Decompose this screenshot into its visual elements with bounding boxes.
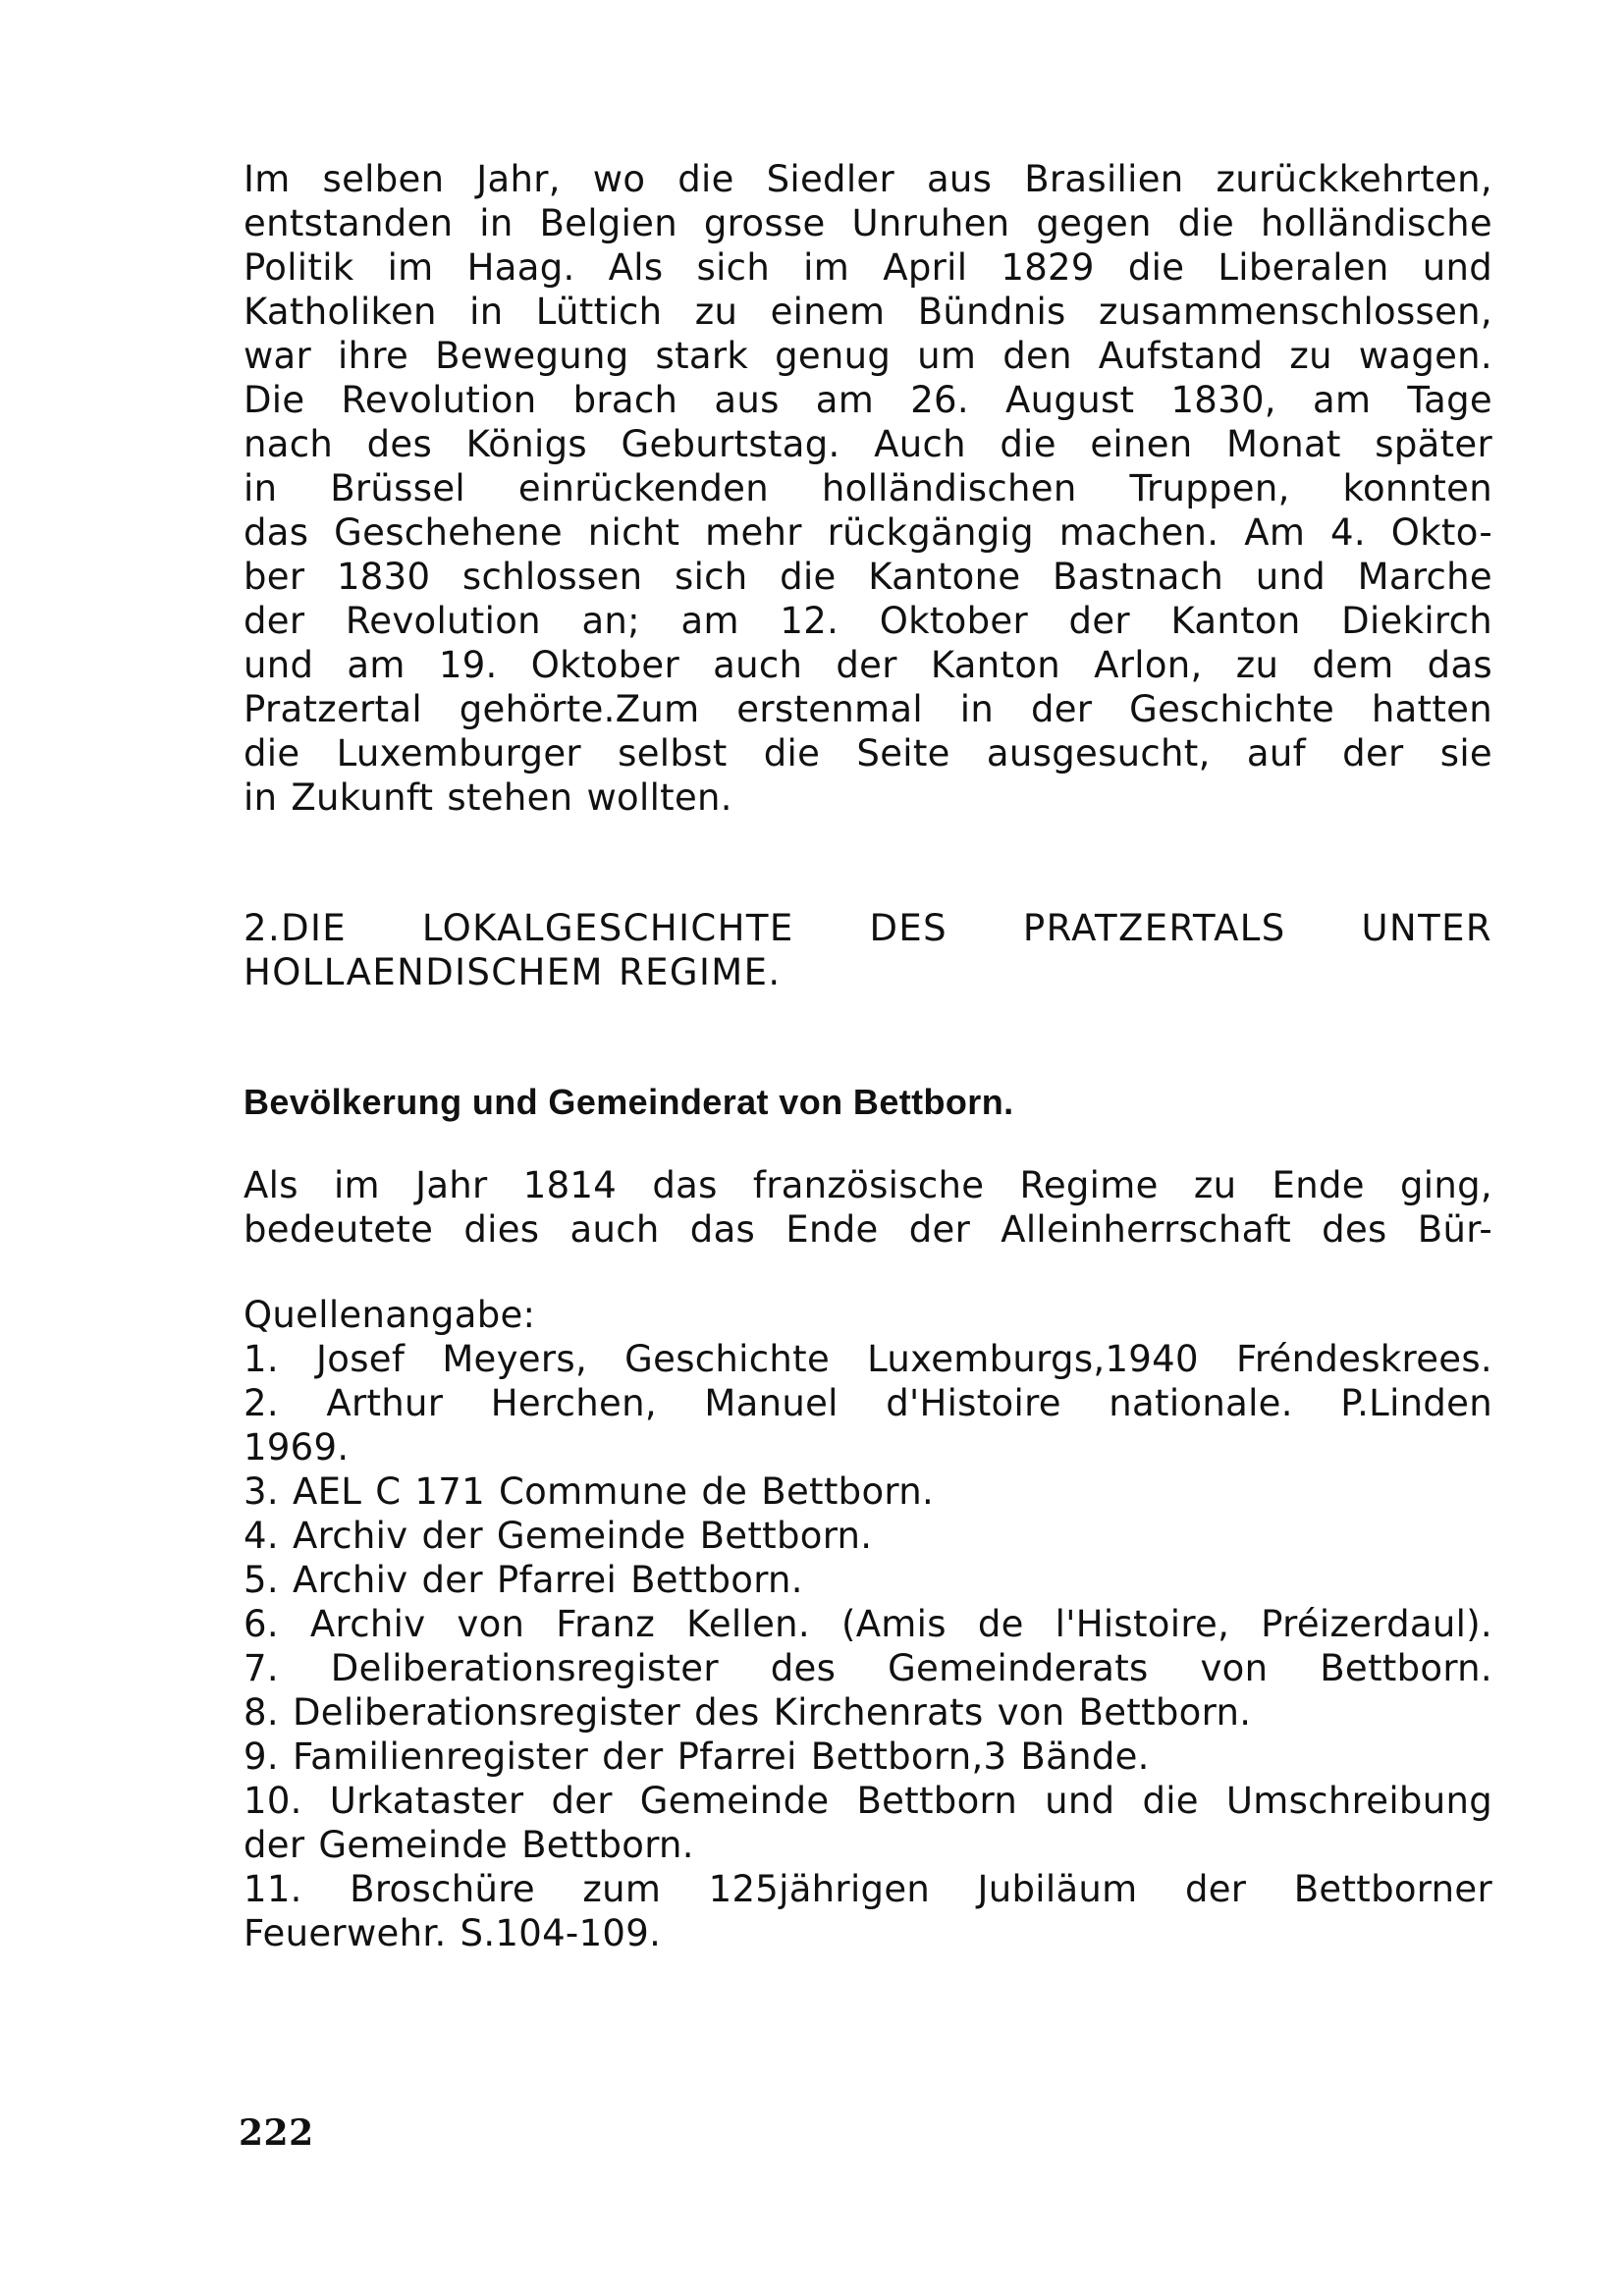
section-heading <box>244 906 1492 994</box>
page-number: 222 <box>239 2112 314 2154</box>
paragraph-line: entstanden in Belgien grosse Unruhen gegen die holländische <box>244 202 1492 244</box>
paragraph-line: in Brüssel einrückenden holländischen Truppen, konnten <box>244 467 1492 509</box>
source-line: 7. Deliberationsregister des Gemeinderats von Bettborn. <box>244 1647 1492 1689</box>
paragraph-line: bedeutete dies auch das Ende der Alleinherrschaft des Bür- <box>244 1208 1492 1251</box>
source-item <box>244 1735 1492 1779</box>
paragraph-line: in Zukunft stehen wollten. <box>244 776 732 819</box>
paragraph-revolution <box>244 157 1492 820</box>
paragraph-line: Als im Jahr 1814 das französische Regime zu Ende ging, <box>244 1164 1492 1206</box>
section-heading-line: 2.DIE LOKALGESCHICHTE DES PRATZERTALS UNTER <box>244 907 1492 949</box>
source-item <box>244 1558 1492 1602</box>
paragraph-line: Die Revolution brach aus am 26. August 1830, am Tage <box>244 379 1492 421</box>
source-line: 1. Josef Meyers, Geschichte Luxemburgs,1940 Fréndeskrees. <box>244 1338 1492 1380</box>
source-line: der Gemeinde Bettborn. <box>244 1824 694 1866</box>
subheading: Bevölkerung und Gemeinderat von Bettborn. <box>244 1082 1014 1122</box>
source-line: 2. Arthur Herchen, Manuel d'Histoire nationale. P.Linden <box>244 1382 1492 1424</box>
page-content <box>244 157 1492 1955</box>
sources-title: Quellenangabe: <box>244 1294 536 1336</box>
source-line: 5. Archiv der Pfarrei Bettborn. <box>244 1559 803 1601</box>
paragraph-line: Katholiken in Lüttich zu einem Bündnis zusammenschlossen, <box>244 291 1492 333</box>
source-line: Feuerwehr. S.104-109. <box>244 1912 662 1954</box>
paragraph-line: Im selben Jahr, wo die Siedler aus Brasilien zurückkehrten, <box>244 158 1492 200</box>
source-line: 1969. <box>244 1426 350 1468</box>
paragraph-line: Pratzertal gehörte.Zum erstenmal in der Geschichte hatten <box>244 688 1492 730</box>
source-line: 8. Deliberationsregister des Kirchenrats von Bettborn. <box>244 1691 1252 1734</box>
paragraph-intro <box>244 1163 1492 1252</box>
source-line: 11. Broschüre zum 125jährigen Jubiläum der Bettborner <box>244 1868 1492 1910</box>
source-line: 4. Archiv der Gemeinde Bettborn. <box>244 1515 873 1557</box>
paragraph-line: der Revolution an; am 12. Oktober der Kanton Diekirch <box>244 600 1492 642</box>
paragraph-line: und am 19. Oktober auch der Kanton Arlon, zu dem das <box>244 644 1492 686</box>
source-item <box>244 1779 1492 1867</box>
source-item <box>244 1867 1492 1955</box>
paragraph-line: das Geschehene nicht mehr rückgängig machen. Am 4. Okto- <box>244 511 1492 554</box>
source-item <box>244 1381 1492 1469</box>
sources-list <box>244 1293 1492 1955</box>
source-line: 10. Urkataster der Gemeinde Bettborn und die Umschreibung <box>244 1780 1492 1822</box>
source-item <box>244 1469 1492 1514</box>
source-line: 3. AEL C 171 Commune de Bettborn. <box>244 1470 935 1513</box>
paragraph-line: nach des Königs Geburtstag. Auch die einen Monat später <box>244 423 1492 465</box>
paragraph-line: ber 1830 schlossen sich die Kantone Bastnach und Marche <box>244 556 1492 598</box>
source-item <box>244 1690 1492 1735</box>
source-item <box>244 1646 1492 1690</box>
source-item <box>244 1602 1492 1646</box>
paragraph-line: war ihre Bewegung stark genug um den Aufstand zu wagen. <box>244 335 1492 377</box>
paragraph-line: Politik im Haag. Als sich im April 1829 die Liberalen und <box>244 246 1492 289</box>
source-item <box>244 1337 1492 1381</box>
source-line: 6. Archiv von Franz Kellen. (Amis de l'Histoire, Préizerdaul). <box>244 1603 1492 1645</box>
source-item <box>244 1514 1492 1558</box>
source-line: 9. Familienregister der Pfarrei Bettborn,3 Bände. <box>244 1735 1150 1778</box>
section-heading-line: HOLLAENDISCHEM REGIME. <box>244 951 782 993</box>
paragraph-line: die Luxemburger selbst die Seite ausgesucht, auf der sie <box>244 732 1492 774</box>
